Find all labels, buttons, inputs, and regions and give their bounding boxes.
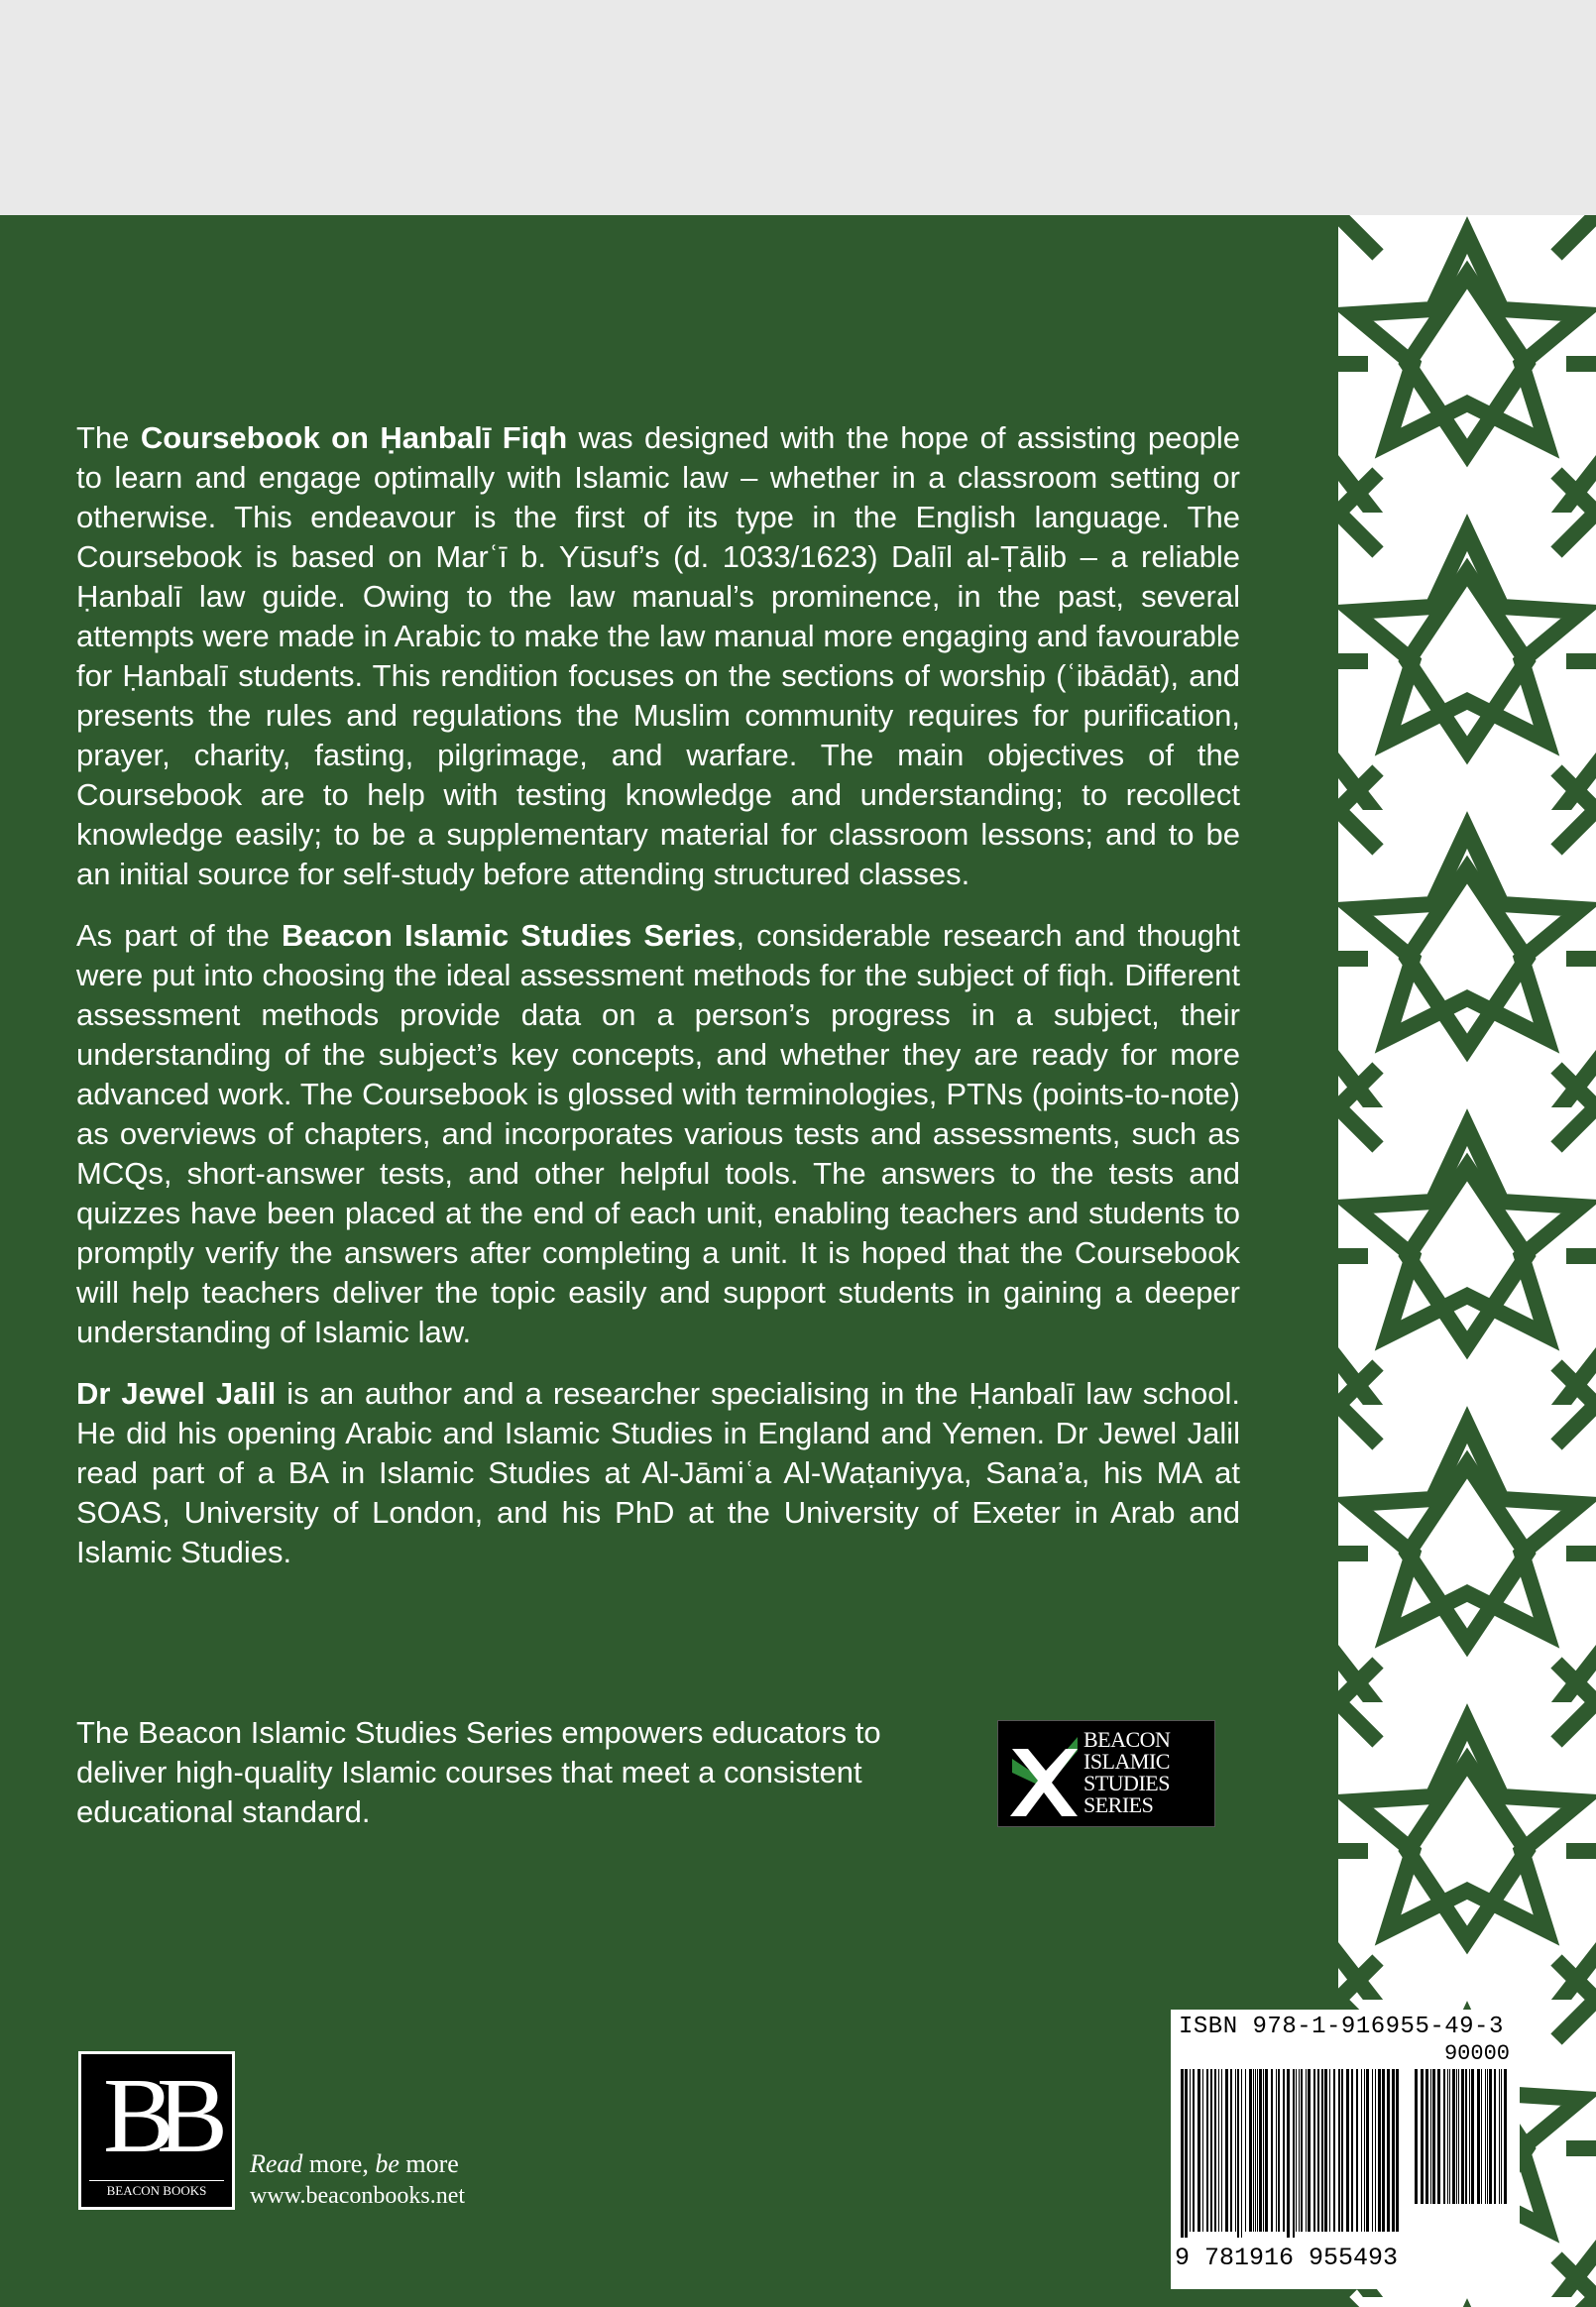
barcode-bar — [1278, 2069, 1280, 2232]
barcode-bar — [1293, 2069, 1295, 2238]
isbn-number: ISBN 978-1-916955-49-3 — [1179, 2014, 1504, 2040]
barcode-bar — [1392, 2069, 1395, 2232]
barcode-bar — [1202, 2069, 1203, 2232]
barcode-bar — [1197, 2069, 1200, 2232]
barcode-bar — [1341, 2069, 1343, 2232]
author-bio — [76, 1374, 1240, 1572]
barcode-bar — [1366, 2069, 1369, 2232]
barcode-bar — [1283, 2069, 1285, 2232]
barcode-digits: 9 781916 955493 — [1175, 2244, 1399, 2272]
addon-barcode-bars — [1415, 2069, 1510, 2218]
isbn-barcode-block — [1171, 2010, 1520, 2289]
barcode-bar — [1321, 2069, 1323, 2232]
series-logo-text — [1083, 1729, 1210, 1816]
description-paragraph-2 — [76, 916, 1240, 1352]
barcode-bar — [1193, 2069, 1195, 2232]
publisher-website: www.beaconbooks.net — [250, 2183, 466, 2209]
barcode-bar — [1265, 2069, 1268, 2232]
barcode-bar — [1276, 2069, 1277, 2232]
author-bio-text: is an author and a researcher specialising in the Ḥanbalī law school. He did his opening Arabic and Islamic Studies in England and Yemen. Dr Jewel Jalil read part of a BA in Islamic Studies at Al-Jāmiʿa Al-Waṭaniyya, Sana’a, his MA at SOAS, University of London, and his PhD at the University of Exeter in Arab and Islamic Studies. — [76, 1376, 1240, 1569]
barcode-bar — [1489, 2069, 1492, 2204]
series-logo-line: STUDIES — [1083, 1771, 1170, 1795]
barcode-bar — [1338, 2069, 1340, 2232]
top-margin-band — [0, 0, 1596, 215]
barcode-bar — [1415, 2069, 1418, 2204]
barcode-bar — [1181, 2069, 1184, 2238]
p2-intro-text: As part of the — [76, 918, 282, 953]
barcode-bar — [1430, 2069, 1431, 2204]
barcode-bar — [1469, 2069, 1470, 2204]
barcode-bar — [1504, 2069, 1507, 2204]
barcode-bar — [1317, 2069, 1319, 2232]
barcode-bar — [1501, 2069, 1502, 2204]
barcode-bar — [1447, 2069, 1448, 2204]
barcode-bar — [1245, 2069, 1246, 2232]
price-code: 90000 — [1443, 2041, 1510, 2066]
barcode-bar — [1443, 2069, 1445, 2204]
series-logo-line: SERIES — [1083, 1792, 1154, 1817]
geometric-pattern-strip — [1338, 215, 1596, 2307]
barcode-bar — [1306, 2069, 1307, 2232]
barcode-bar — [1461, 2069, 1464, 2204]
barcode-bar — [1372, 2069, 1373, 2232]
barcode-bar — [1214, 2069, 1216, 2232]
barcode-bar — [1465, 2069, 1467, 2204]
barcode-bar — [1364, 2069, 1365, 2232]
tagline-be: be — [375, 2149, 399, 2178]
barcode-bar — [1494, 2069, 1496, 2204]
author-name: Dr Jewel Jalil — [76, 1376, 277, 1411]
barcode-bar — [1425, 2069, 1428, 2204]
tagline-more-2: more — [399, 2149, 459, 2178]
barcode-bar — [1351, 2069, 1353, 2232]
barcode-bar — [1375, 2069, 1376, 2232]
p1-intro-text: The — [76, 420, 141, 455]
barcode-bar — [1361, 2069, 1362, 2232]
barcode-bar — [1477, 2069, 1480, 2204]
barcode-bar — [1190, 2069, 1191, 2232]
series-logo-line: ISLAMIC — [1083, 1749, 1170, 1774]
barcode-bar — [1421, 2069, 1424, 2204]
barcode-bar — [1259, 2069, 1262, 2232]
beacon-islamic-studies-series-logo — [997, 1720, 1215, 1827]
barcode-bar — [1437, 2069, 1440, 2204]
publisher-tagline — [250, 2149, 459, 2179]
barcode-bar — [1271, 2069, 1273, 2232]
barcode-bar — [1253, 2069, 1254, 2232]
barcode-bar — [1237, 2069, 1239, 2238]
barcode-bar — [1225, 2069, 1228, 2232]
book-title-bold: Coursebook on Ḥanbalī Fiqh — [140, 420, 568, 455]
series-name-bold: Beacon Islamic Studies Series — [281, 918, 737, 953]
barcode-bar — [1313, 2069, 1315, 2232]
barcode-bar — [1329, 2069, 1330, 2232]
barcode-bar — [1218, 2069, 1219, 2232]
barcode-bar — [1485, 2069, 1486, 2204]
barcode-bar — [1452, 2069, 1455, 2204]
barcode-bar — [1185, 2069, 1188, 2238]
barcode-bar — [1487, 2069, 1488, 2204]
barcode-bar — [1257, 2069, 1258, 2232]
barcode-bar — [1499, 2069, 1500, 2204]
p2-body-text: , considerable research and thought were put into choosing the ideal assessment methods for the subject of fiqh. Different assessment methods provide data on a person’s progress in a subject, their understanding of the subject’s key concepts, and whether they are ready for more advanced work. The Coursebook is glossed with terminologies, PTNs (points-to-note) as overviews of chapters, and incorporates various tests and assessments, such as MCQs, short-answer tests, and other helpful tools. The answers to the tests and quizzes have been placed at the end of each unit, enabling teachers and students to promptly verify the answers after completing a unit. It is hoped that the Coursebook will help teachers deliver the topic easily and support students in gaining a deeper understanding of Islamic law. — [76, 918, 1241, 1349]
barcode-bar — [1241, 2069, 1242, 2238]
barcode-bar — [1396, 2069, 1399, 2232]
barcode-bar — [1324, 2069, 1327, 2232]
ean-barcode-bars — [1181, 2069, 1405, 2238]
p1-body-text: was designed with the hope of assisting people to learn and engage optimally with Islamic law – whether in a classroom setting or otherwise. This endeavour is the first of its type in the English language. The Coursebook is based on Marʿī b. Yūsuf’s (d. 1033/1623) Dalīl al-Ṭālib – a reliable Ḥanbalī law guide. Owing to the law manual’s prominence, in the past, several attempts were made in Arabic to make the law manual more engaging and favourable for Ḥanbalī students. This rendition focuses on the sections of worship (ʿibādāt), and presents the rules and regulations the Muslim community requires for purification, prayer, charity, fasting, pilgrimage, and warfare. The main objectives of the Coursebook are to help with testing knowledge and understanding; to recollect knowledge easily; to be a supplementary material for classroom lessons; and to be an initial source for self-study before attending structured classes. — [76, 420, 1241, 891]
series-logo-line: BEACON — [1083, 1727, 1171, 1752]
tagline-more-1: more, — [302, 2149, 376, 2178]
barcode-bar — [1249, 2069, 1252, 2232]
barcode-bar — [1299, 2069, 1300, 2232]
barcode-bar — [1382, 2069, 1385, 2232]
barcode-bar — [1235, 2069, 1236, 2232]
star-pattern-graphic — [1338, 215, 1596, 2307]
barcode-bar — [1346, 2069, 1349, 2232]
barcode-bar — [1333, 2069, 1335, 2232]
barcode-bar — [1221, 2069, 1222, 2232]
barcode-bar — [1301, 2069, 1303, 2232]
tagline-read: Read — [250, 2149, 303, 2178]
barcode-bar — [1387, 2069, 1390, 2232]
barcode-bar — [1449, 2069, 1450, 2204]
barcode-bar — [1471, 2069, 1474, 2204]
x-checkmark-icon — [1004, 1729, 1082, 1818]
barcode-bar — [1210, 2069, 1212, 2232]
barcode-bar — [1263, 2069, 1264, 2232]
description-column — [76, 418, 1240, 1572]
beacon-books-logo — [78, 2051, 235, 2210]
barcode-bar — [1378, 2069, 1381, 2232]
barcode-bar — [1481, 2069, 1482, 2204]
barcode-bar — [1230, 2069, 1232, 2232]
barcode-bar — [1308, 2069, 1311, 2232]
barcode-bar — [1432, 2069, 1435, 2204]
barcode-bar — [1356, 2069, 1358, 2232]
series-statement: The Beacon Islamic Studies Series empowers educators to deliver high-quality Islamic courses that meet a consistent educational standard. — [76, 1715, 881, 1829]
barcode-bar — [1287, 2069, 1290, 2238]
barcode-bar — [1296, 2069, 1297, 2232]
barcode-bar — [1206, 2069, 1208, 2232]
barcode-bar — [1456, 2069, 1457, 2204]
barcode-bar — [1255, 2069, 1256, 2232]
publisher-name: BEACON BOOKS — [89, 2180, 224, 2199]
barcode-bar — [1458, 2069, 1459, 2204]
bb-monogram: BB — [102, 2057, 211, 2175]
description-paragraph-1 — [76, 418, 1240, 894]
